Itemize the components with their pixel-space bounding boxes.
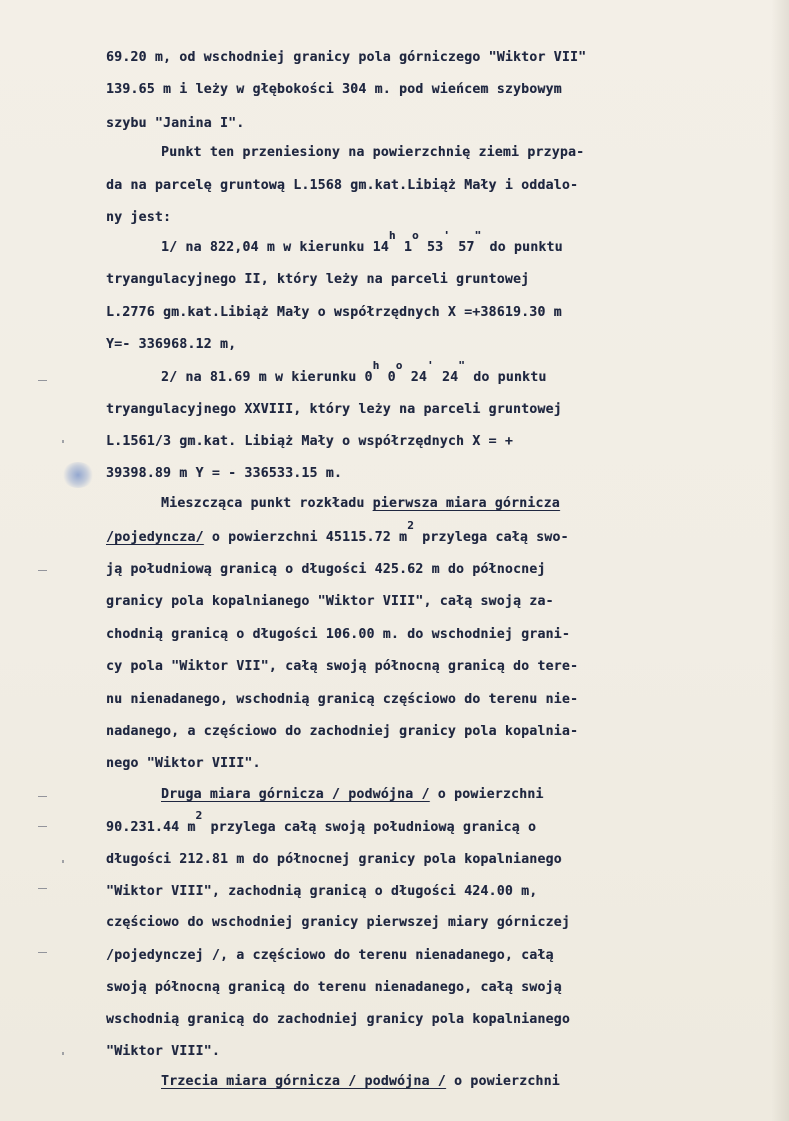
text-segment: 57 <box>450 240 475 255</box>
text-line <box>106 178 578 194</box>
superscript: " <box>474 229 482 242</box>
text-segment: nu nienadanego, wschodnią granicą częściowo do terenu nie- <box>106 692 579 707</box>
margin-mark <box>38 952 47 953</box>
text-line <box>161 787 544 803</box>
margin-mark <box>38 796 47 797</box>
text-segment: przylega całą swoją południową granicą o <box>202 820 537 835</box>
text-segment: 1 <box>395 240 413 255</box>
text-line <box>106 627 570 643</box>
paper-edge-shadow <box>771 0 789 1121</box>
text-segment: 24 <box>402 370 427 385</box>
text-segment: szybu "Janina I". <box>106 116 245 131</box>
margin-mark <box>38 380 47 381</box>
text-segment: o powierzchni 45115.72 m <box>203 530 408 545</box>
text-segment: cy pola "Wiktor VII", całą swoją północną granicą do tere- <box>106 659 579 674</box>
text-segment: o powierzchni <box>429 787 544 802</box>
text-line <box>106 1044 220 1060</box>
text-line <box>106 82 562 98</box>
text-line <box>161 1074 560 1090</box>
superscript: 2 <box>195 809 203 822</box>
text-segment: 139.65 m i leży w głębokości 304 m. pod wieńcem szybowym <box>106 82 562 97</box>
margin-mark <box>38 888 47 889</box>
text-line <box>106 562 546 578</box>
text-line <box>106 756 261 772</box>
text-segment: do punktu <box>465 370 547 385</box>
text-segment: przylega całą swo- <box>414 530 569 545</box>
text-segment: chodnią granicą o długości 106.00 m. do wschodniej grani- <box>106 627 570 642</box>
text-segment: do punktu <box>481 240 563 255</box>
text-segment: Mieszcząca punkt rozkładu <box>161 496 373 511</box>
margin-dot <box>62 860 64 863</box>
text-line <box>106 659 578 675</box>
text-segment: 90.231.44 m <box>106 820 196 835</box>
text-segment: tryangulacyjnego II, który leży na parceli gruntowej <box>106 272 530 287</box>
text-segment: Punkt ten przeniesiony na powierzchnię ziemi przypa- <box>161 145 585 160</box>
text-segment: Y=- 336968.12 m, <box>106 337 237 352</box>
text-segment: 69.20 m, od wschodniej granicy pola górniczego "Wiktor VII" <box>106 50 587 65</box>
text-segment: "Wiktor VIII". <box>106 1044 220 1059</box>
text-line <box>106 210 171 226</box>
text-line <box>106 50 586 66</box>
text-segment: 53 <box>418 240 444 255</box>
margin-dot <box>62 440 64 443</box>
text-line <box>161 496 560 512</box>
text-line <box>106 594 554 610</box>
text-line <box>161 229 563 256</box>
text-line <box>106 915 570 931</box>
text-segment: długości 212.81 m do północnej granicy pola kopalnianego <box>106 852 562 867</box>
text-line <box>106 116 244 132</box>
text-line <box>106 692 578 708</box>
text-segment: da na parcelę gruntową L.1568 gm.kat.Libiąż Mały i oddalo- <box>106 178 579 193</box>
text-line <box>106 809 537 836</box>
superscript: ' <box>443 229 451 242</box>
superscript: 2 <box>407 519 415 532</box>
text-line <box>161 359 547 386</box>
text-segment: ją południową granicą o długości 425.62 m do północnej <box>106 562 546 577</box>
text-segment: tryangulacyjnego XXVIII, który leży na parceli gruntowej <box>106 402 562 417</box>
text-segment: 39398.89 m Y = - 336533.15 m. <box>106 466 343 481</box>
text-line <box>106 402 562 418</box>
text-line <box>106 948 554 964</box>
text-segment: nadanego, a częściowo do zachodniej granicy pola kopalnia- <box>106 724 579 739</box>
superscript: o <box>412 229 419 242</box>
text-segment: /pojedynczej /, a częściowo do terenu nienadanego, całą <box>106 948 554 963</box>
text-segment: swoją północną granicą do terenu nienadanego, całą swoją <box>106 980 562 995</box>
text-segment: nego "Wiktor VIII". <box>106 756 261 771</box>
text-segment: granicy pola kopalnianego "Wiktor VIII", całą swoją za- <box>106 594 554 609</box>
text-segment: L.2776 gm.kat.Libiąż Mały o współrzędnych X =+38619.30 m <box>106 305 562 320</box>
underlined-text: /pojedyncza/ <box>106 530 204 545</box>
margin-mark <box>38 826 47 827</box>
text-segment: 1/ na 822,04 m w kierunku 14 <box>161 240 389 255</box>
text-segment: L.1561/3 gm.kat. Libiąż Mały o współrzędnych X = + <box>106 434 513 449</box>
superscript: h <box>372 359 380 372</box>
text-line <box>161 145 584 161</box>
text-line <box>106 434 513 450</box>
superscript: ' <box>427 359 434 372</box>
superscript: h <box>388 229 396 242</box>
text-segment: wschodnią granicą do zachodniej granicy pola kopalnianego <box>106 1012 570 1027</box>
text-segment: 2/ na 81.69 m w kierunku 0 <box>161 370 373 385</box>
text-line <box>106 272 529 288</box>
margin-dot <box>62 1052 64 1055</box>
text-line <box>106 305 562 321</box>
text-line <box>106 884 537 900</box>
underlined-text: Druga miara górnicza / podwójna / <box>161 787 430 802</box>
text-line <box>106 724 578 740</box>
text-line <box>106 980 562 996</box>
underlined-text: Trzecia miara górnicza / podwójna / <box>161 1074 446 1089</box>
text-line <box>106 337 236 353</box>
text-segment: częściowo do wschodniej granicy pierwszej miary górniczej <box>106 915 570 930</box>
text-line <box>106 466 342 482</box>
superscript: o <box>395 359 403 372</box>
text-segment: o powierzchni <box>445 1074 560 1089</box>
text-segment: 24 <box>433 370 459 385</box>
text-segment: ny jest: <box>106 210 172 225</box>
underlined-text: pierwsza miara górnicza <box>372 496 560 511</box>
ink-blot <box>62 462 94 488</box>
text-segment: "Wiktor VIII", zachodnią granicą o długości 424.00 m, <box>106 884 538 899</box>
text-line <box>106 1012 570 1028</box>
text-segment: 0 <box>379 370 396 385</box>
text-line <box>106 852 562 868</box>
margin-mark <box>38 570 47 571</box>
superscript: " <box>458 359 466 372</box>
text-line <box>106 519 569 546</box>
